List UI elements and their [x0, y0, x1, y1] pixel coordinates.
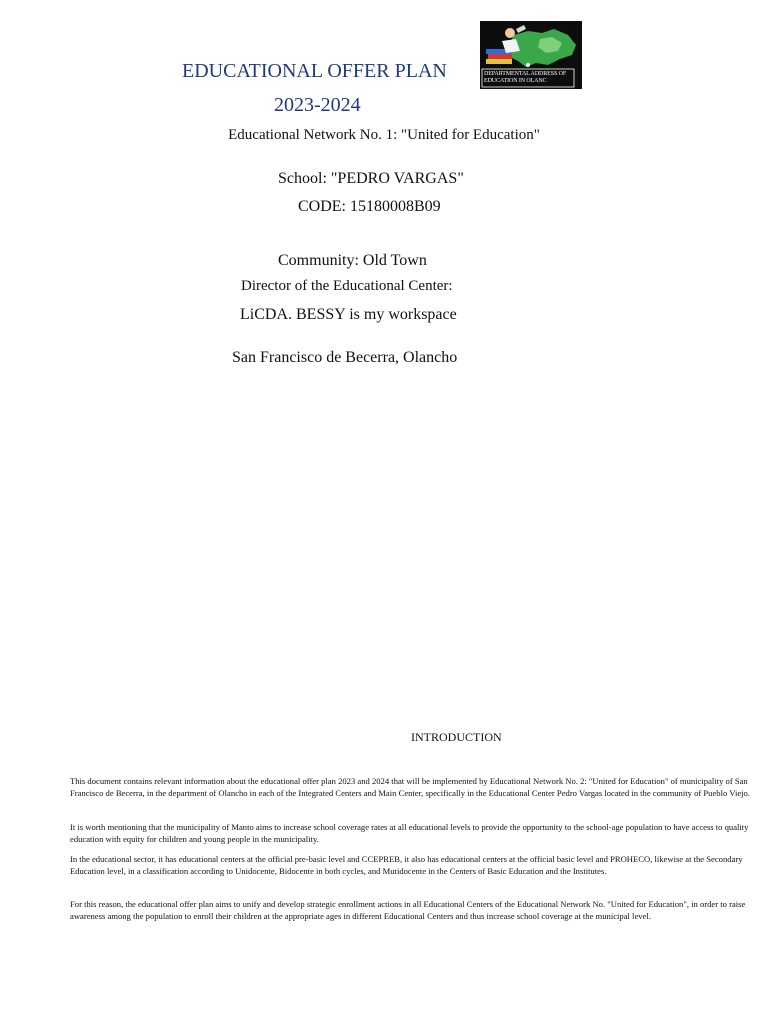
introduction-heading: INTRODUCTION: [411, 730, 502, 744]
intro-paragraph: This document contains relevant information about the educational offer plan 2023 and 2024 that will be implemented by Educational Network No. 2: "United for Education" of municipality of San Francisco de Becerra, in the department of Olancho in each of the Integrated Centers and Main Center, specifically in the Educational Center Pedro Vargas located in the community of Pueblo Viejo.: [70, 776, 750, 798]
intro-paragraph: In the educational sector, it has educational centers at the official pre-basic level and CCEPREB, it also has educational centers at the official basic level and PROHECO, likewise at the Secondary Education level, in a classification according to Unidocente, Bidocente in both cycles, and Mutidocente in the Centers of Basic Education and the Institutes.: [70, 854, 743, 876]
department-education-logo: [480, 21, 582, 89]
intro-paragraph: It is worth mentioning that the municipality of Manto aims to increase school coverage rates at all educational levels to provide the opportunity to the school-age population to have access to quality education with equity for children and young people in the municipality.: [70, 822, 749, 844]
director-label: Director of the Educational Center:: [241, 278, 453, 294]
location: San Francisco de Becerra, Olancho: [232, 349, 458, 366]
logo-caption: DEPARTMENTAL ADDRESS OF EDUCATION IN OLANC: [484, 71, 567, 84]
school-name: School: "PEDRO VARGAS": [278, 170, 464, 187]
school-code: CODE: 15180008B09: [298, 198, 441, 215]
community: Community: Old Town: [278, 252, 427, 269]
director-name: LiCDA. BESSY is my workspace: [240, 306, 457, 323]
document-year: 2023-2024: [274, 94, 361, 116]
intro-paragraph: For this reason, the educational offer plan aims to unify and develop strategic enrollment actions in all Educational Centers of the Educational Network No. "United for Education", in order to raise awareness among the population to enroll their children at the appropriate ages in different Educational Centers and thus increase school coverage at the municipal level.: [70, 899, 746, 921]
educational-network: Educational Network No. 1: "United for Education": [228, 127, 540, 143]
document-title: EDUCATIONAL OFFER PLAN: [182, 60, 447, 82]
